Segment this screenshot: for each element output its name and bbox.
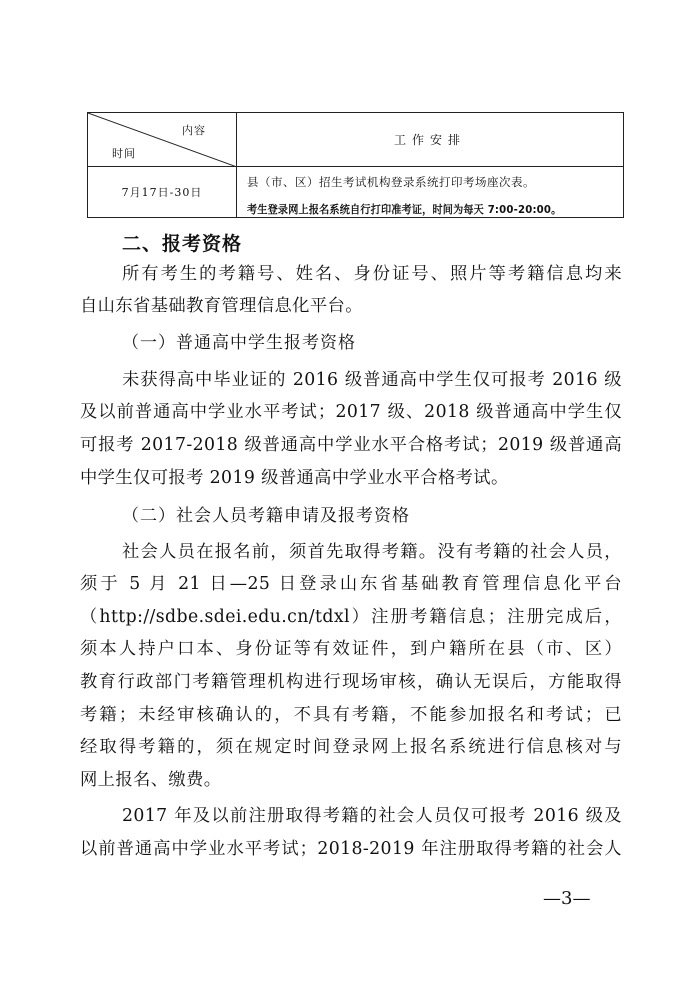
subsection-heading: （一）普通高中学生报考资格 bbox=[122, 333, 356, 353]
header-content-label: 内容 bbox=[182, 124, 206, 137]
paragraph-line: 未获得高中毕业证的 2016 级普通高中学生仅可报考 2016 级 bbox=[122, 370, 622, 390]
paragraph-line: 须于 5 月 21 日—25 日登录山东省基础教育管理信息化平台 bbox=[80, 574, 622, 594]
paragraph-line: 考籍；未经审核确认的，不具有考籍，不能参加报名和考试；已 bbox=[80, 705, 622, 725]
work-cell bbox=[237, 167, 624, 218]
table-row bbox=[88, 167, 624, 218]
header-time-label: 时间 bbox=[112, 147, 136, 160]
paragraph-line: 经取得考籍的，须在规定时间登录网上报名系统进行信息核对与 bbox=[80, 737, 622, 757]
paragraph-line: 教育行政部门考籍管理机构进行现场审核，确认无误后，方能取得 bbox=[80, 672, 622, 692]
schedule-table bbox=[87, 112, 624, 218]
paragraph-line: 以前普通高中学业水平考试；2018-2019 年注册取得考籍的社会人 bbox=[80, 839, 622, 859]
paragraph-line: 自山东省基础教育管理信息化平台。 bbox=[80, 296, 363, 316]
work-line-bold: 考生登录网上报名系统自行打印准考证，时间为每天 7:00-20:00。 bbox=[247, 203, 562, 216]
page-number: —3— bbox=[543, 888, 591, 909]
paragraph-line: 中学生仅可报考 2019 级普通高中学业水平合格考试。 bbox=[80, 468, 509, 488]
diagonal-line-icon bbox=[88, 113, 237, 167]
table-header-row bbox=[88, 113, 624, 167]
work-line: 县（市、区）招生考试机构登录系统打印考场座次表。 bbox=[247, 175, 535, 189]
subsection-heading: （二）社会人员考籍申请及报考资格 bbox=[122, 506, 410, 526]
paragraph-line: 社会人员在报名前，须首先取得考籍。没有考籍的社会人员， bbox=[122, 542, 622, 562]
diagonal-header-cell bbox=[88, 113, 237, 167]
paragraph-line: 须本人持户口本、身份证等有效证件，到户籍所在县（市、区） bbox=[80, 639, 622, 659]
paragraph-line: 2017 年及以前注册取得考籍的社会人员仅可报考 2016 级及 bbox=[122, 806, 622, 826]
date-cell: 7月17日-30日 bbox=[88, 167, 237, 218]
header-work-label: 工作安排 bbox=[237, 113, 624, 167]
section-heading: 二、报考资格 bbox=[122, 233, 243, 255]
paragraph-line: 及以前普通高中学业水平考试；2017 级、2018 级普通高中学生仅 bbox=[80, 402, 622, 422]
paragraph-line: （http://sdbe.sdei.edu.cn/tdxl）注册考籍信息；注册完成后， bbox=[80, 607, 622, 627]
paragraph-line: 网上报名、缴费。 bbox=[80, 770, 222, 790]
paragraph-line: 所有考生的考籍号、姓名、身份证号、照片等考籍信息均来 bbox=[122, 264, 622, 284]
paragraph-line: 可报考 2017-2018 级普通高中学业水平合格考试；2019 级普通高 bbox=[80, 435, 622, 455]
